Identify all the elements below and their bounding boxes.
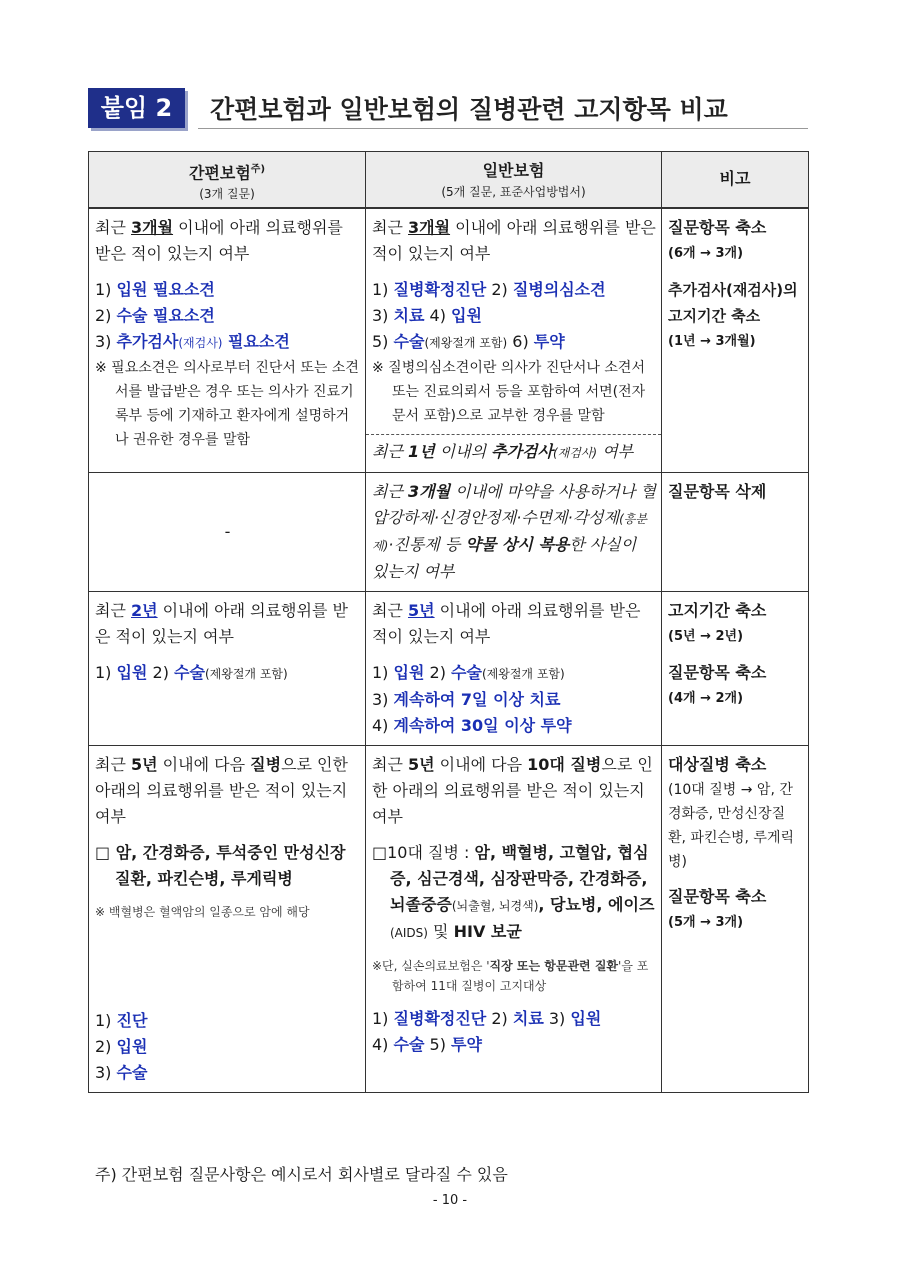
list-item: 1) 입원 2) 수술(제왕절개 포함)	[372, 662, 565, 682]
row4-remark	[662, 745, 809, 1092]
remark: 질문항목 삭제	[668, 481, 767, 501]
row3-general	[366, 591, 662, 745]
row1-remark	[662, 208, 809, 473]
question: 최근 5년 이내에 다음 질병으로 인한 아래의 의료행위를 받은 적이 있는지 여부	[95, 754, 348, 826]
note: ※ 백혈병은 혈액암의 일종으로 암에 해당	[95, 904, 310, 919]
list-item: 1) 입원 필요소견	[95, 279, 215, 299]
remark: 추가검사(재검사)의 고지기간 축소	[668, 280, 798, 325]
remark-detail: (6개 → 3개)	[668, 245, 744, 261]
disease-list: □ 암, 간경화증, 투석중인 만성신장질환, 파킨슨병, 루게릭병	[95, 842, 346, 888]
col-remark-header	[662, 152, 809, 208]
disease-list: □10대 질병 : 암, 백혈병, 고혈압, 협심증, 심근경색, 심장판막증, 간경화증, 뇌졸중증(뇌출혈, 뇌경색), 당뇨병, 에이즈(AIDS) 및 HIV 보균	[372, 842, 655, 941]
col-title: 일반보험	[482, 161, 545, 181]
table-row	[89, 208, 809, 473]
col-subtitle: (5개 질문, 표준사업방법서)	[441, 185, 586, 200]
row1-simple	[89, 208, 366, 473]
table-row	[89, 745, 809, 1092]
remark: 고지기간 축소	[668, 600, 767, 620]
table-header-row	[89, 152, 809, 208]
extra-question: 최근 1년 이내의 추가검사(재검사) 여부	[366, 434, 661, 466]
remark-detail: (10대 질병 → 암, 간경화증, 만성신장질환, 파킨슨병, 루게릭병)	[668, 781, 794, 870]
title-rule	[198, 128, 808, 129]
list-item: 1) 질병확정진단 2) 질병의심소견	[372, 279, 606, 299]
col-general-header	[366, 152, 662, 208]
appendix-badge: 붙임 2	[88, 88, 185, 128]
remark-detail: (4개 → 2개)	[668, 690, 744, 706]
question: 최근 5년 이내에 다음 10대 질병으로 인한 아래의 의료행위를 받은 적이 있는지 여부	[372, 754, 653, 826]
row3-remark	[662, 591, 809, 745]
comparison-table	[88, 151, 809, 1093]
row4-simple	[89, 745, 366, 1092]
remark-detail: (1년 → 3개월)	[668, 333, 756, 349]
table-row	[89, 591, 809, 745]
row2-remark	[662, 472, 809, 591]
footnote-marker: 주)	[250, 163, 266, 175]
row1-general	[366, 208, 662, 473]
remark-detail: (5년 → 2년)	[668, 628, 744, 644]
list-item: 4) 수술 5) 투약	[372, 1034, 482, 1054]
row2-general: 최근 3개월 이내에 마약을 사용하거나 혈압강하제·신경안정제·수면제·각성제(흥분제)·진통제 등 약물 상시 복용한 사실이 있는지 여부	[366, 472, 662, 591]
note: ※단, 실손의료보험은 '직장 또는 항문관련 질환'을 포함하여 11대 질병이 고지대상	[372, 958, 649, 993]
page-number: - 10 -	[432, 1193, 468, 1208]
footnote: 주) 간편보험 질문사항은 예시로서 회사별로 달라질 수 있음	[95, 1165, 508, 1184]
question: 최근 5년 이내에 아래 의료행위를 받은 적이 있는지 여부	[372, 600, 641, 646]
list-item: 1) 질병확정진단 2) 치료 3) 입원	[372, 1008, 602, 1028]
note: ※ 질병의심소견이란 의사가 진단서나 소견서 또는 진료의뢰서 등을 포함하여 서면(전자문서 포함)으로 교부한 경우를 말함	[372, 359, 646, 424]
row4-general	[366, 745, 662, 1092]
row2-simple: -	[89, 472, 366, 591]
col-title: 간편보험	[188, 162, 251, 182]
remark: 질문항목 축소	[668, 662, 767, 682]
remark-detail: (5개 → 3개)	[668, 914, 744, 930]
page-title: 간편보험과 일반보험의 질병관련 고지항목 비교	[210, 95, 728, 124]
question: 최근 3개월 이내에 아래 의료행위를 받은 적이 있는지 여부	[95, 217, 343, 263]
list-item: 2) 수술 필요소견	[95, 305, 215, 325]
list-item: 1) 입원 2) 수술(제왕절개 포함)	[95, 662, 288, 682]
document-header	[88, 88, 808, 130]
question: 최근 3개월 이내에 아래 의료행위를 받은 적이 있는지 여부	[372, 217, 656, 263]
note: ※ 필요소견은 의사로부터 진단서 또는 소견서를 발급받은 경우 또는 의사가 진료기록부 등에 기재하고 환자에게 설명하거나 권유한 경우를 말함	[95, 359, 359, 448]
list-item: 4) 계속하여 30일 이상 투약	[372, 715, 572, 735]
remark: 대상질병 축소	[668, 754, 767, 774]
list-item: 3) 치료 4) 입원	[372, 305, 482, 325]
list-item: 3) 추가검사(재검사) 필요소견	[95, 331, 290, 351]
list-item: 2) 입원	[95, 1036, 148, 1056]
table-row	[89, 472, 809, 591]
list-item: 3) 수술	[95, 1062, 148, 1082]
row3-simple	[89, 591, 366, 745]
list-item: 1) 진단	[95, 1010, 148, 1030]
col-simple-header	[89, 152, 366, 208]
remark: 질문항목 축소	[668, 217, 767, 237]
list-item: 5) 수술(제왕절개 포함) 6) 투약	[372, 331, 565, 351]
question: 최근 2년 이내에 아래 의료행위를 받은 적이 있는지 여부	[95, 600, 348, 646]
remark: 질문항목 축소	[668, 886, 767, 906]
list-item: 3) 계속하여 7일 이상 치료	[372, 689, 561, 709]
col-title: 비고	[719, 169, 751, 189]
col-subtitle: (3개 질문)	[199, 186, 255, 201]
